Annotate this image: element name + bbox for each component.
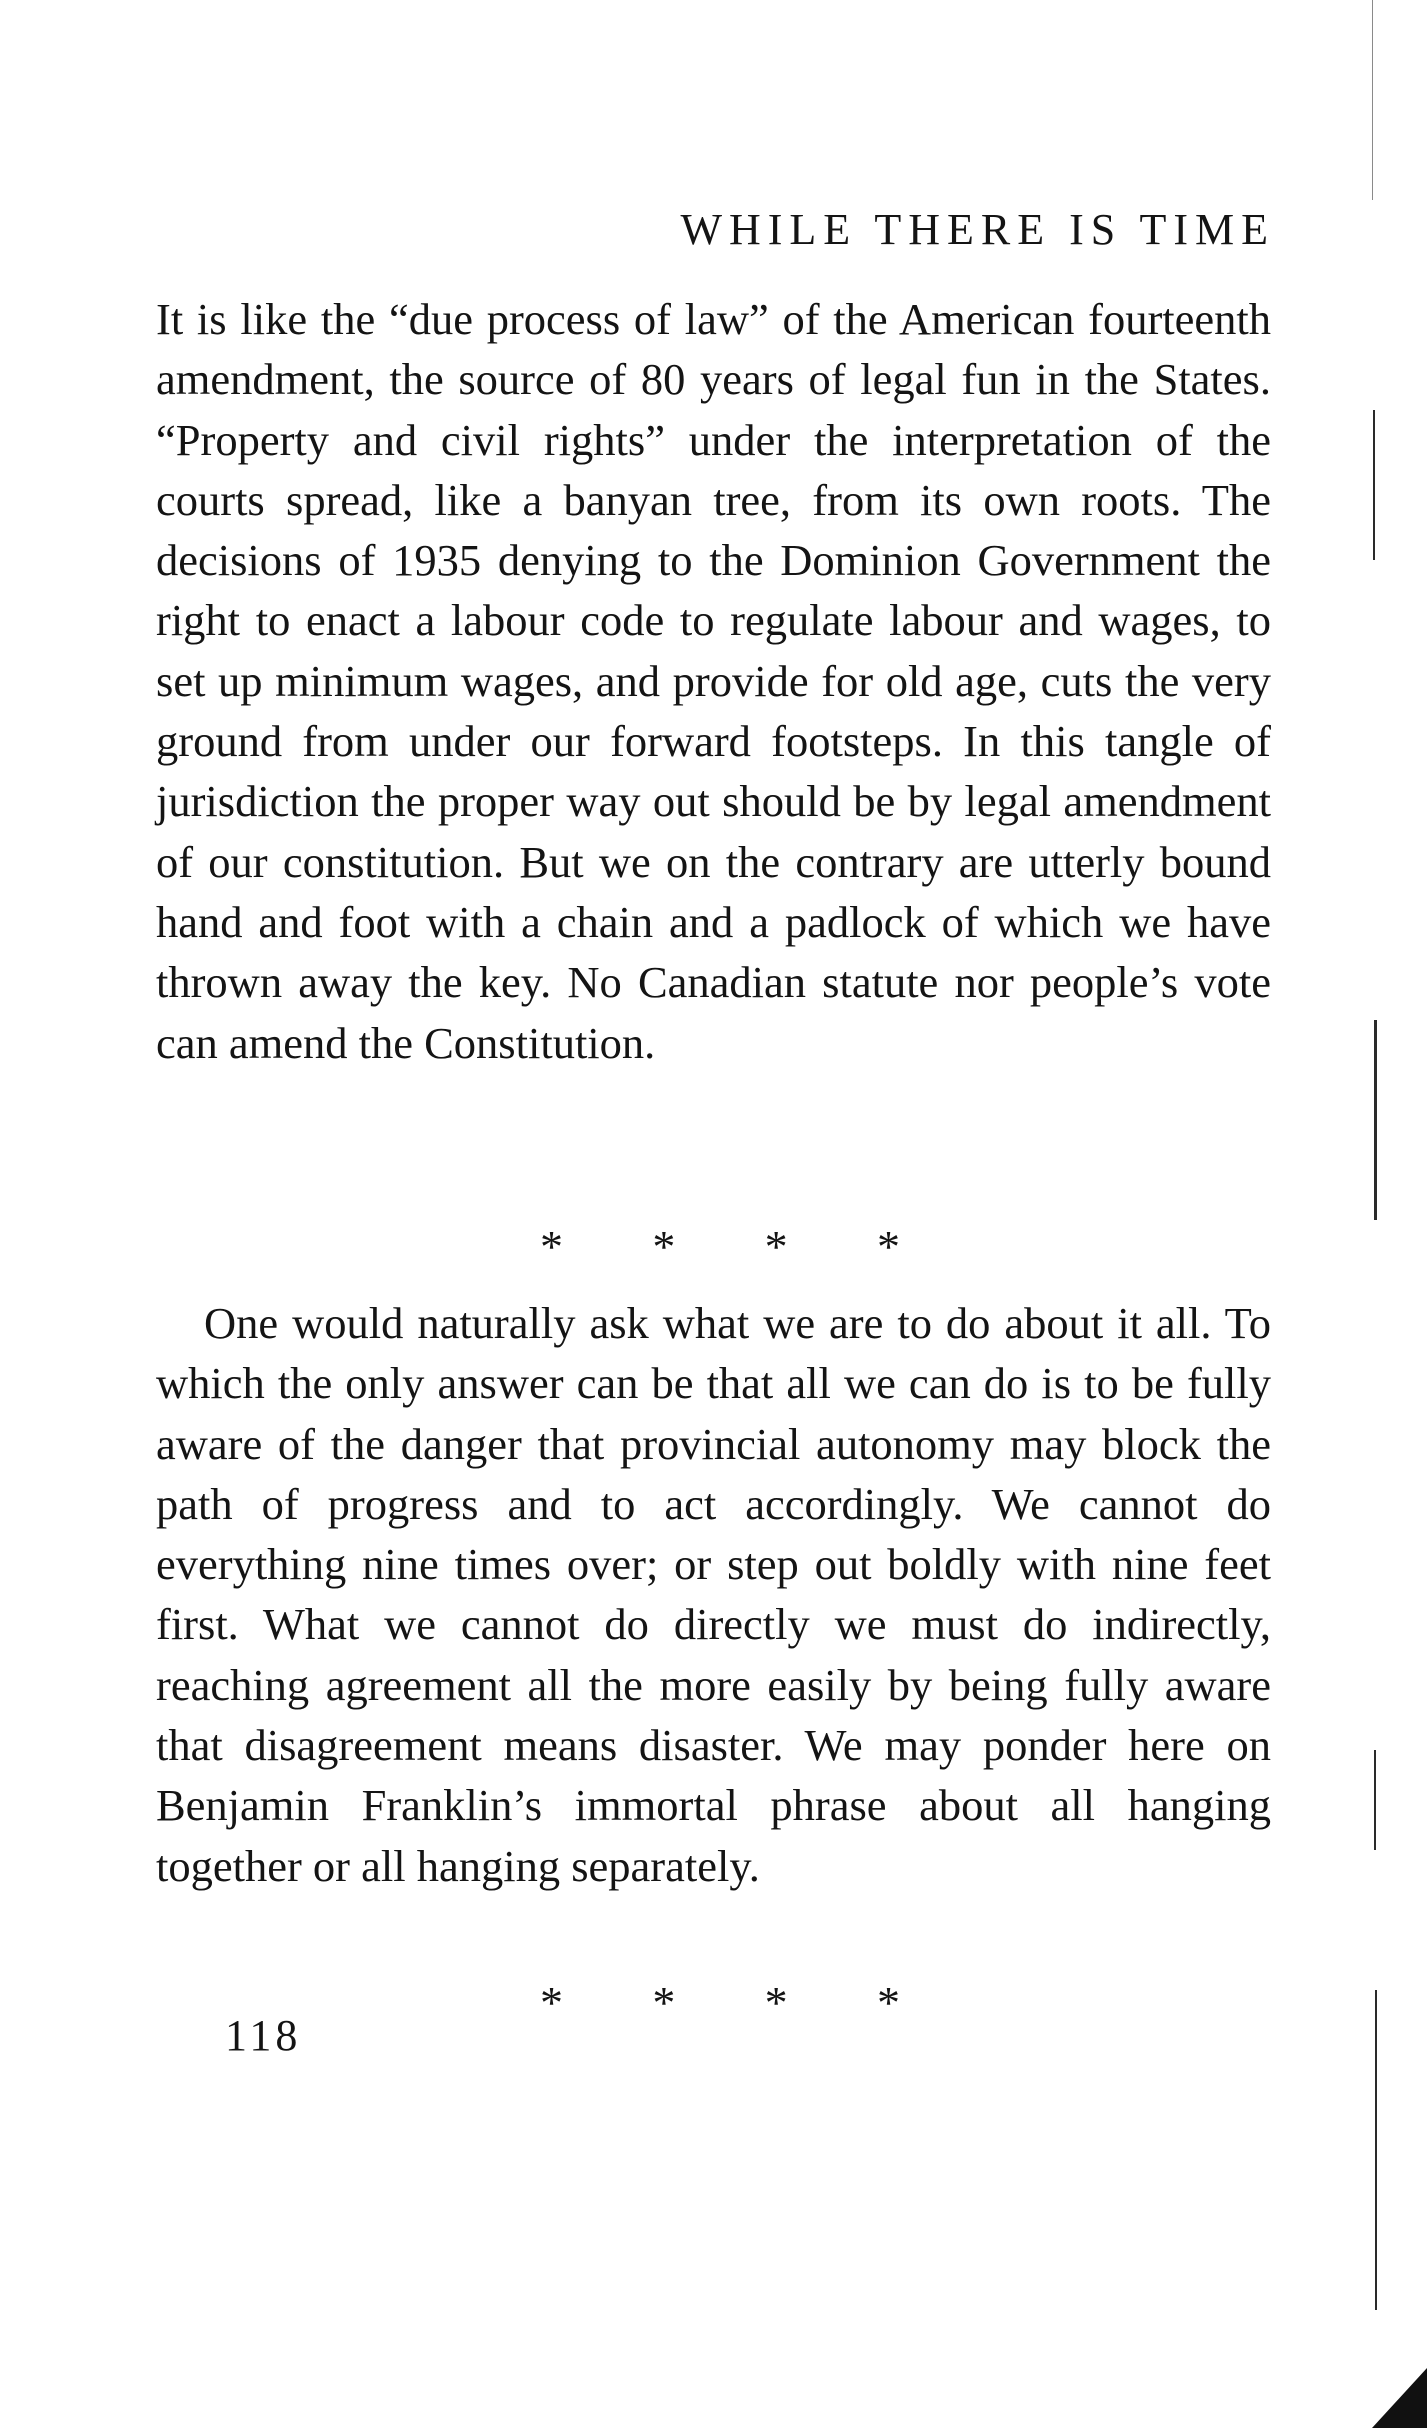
asterisk: * (652, 1221, 676, 1272)
page-number: 118 (225, 2011, 302, 2060)
asterisk: * (876, 1221, 900, 1272)
asterisk: * (876, 1977, 900, 2028)
paragraph-1: It is like the “due process of law” of the American fourteenth amendment, the source of 80 years of legal fun in the States. “Property and civil rights” under the interpretation of the courts spread, like a banyan tree, from its own roots. The decisions of 1935 denying to the Dominion Government the right to enact a labour code to regulate labour and wages, to set up minimum wages, and provide for old age, cuts the very ground from under our forward footsteps. In this tangle of jurisdiction the proper way out should be by legal amendment of our constitution. But we on the contrary are utterly bound hand and foot with a chain and a padlock of which we have thrown away the key. No Canadian statute nor people’s vote can amend the Constitution. (156, 294, 1271, 1068)
scan-edge-mark (1375, 1990, 1377, 2310)
asterisk: * (764, 1977, 788, 2028)
section-break-2 (540, 1978, 900, 2028)
section-break-1 (540, 1222, 900, 1272)
asterisk: * (540, 1221, 563, 1272)
scan-edge-mark (1374, 1750, 1376, 1850)
paragraph-2: One would naturally ask what we are to do about it all. To which the only answer can be that all we can do is to be fully aware of the danger that provincial autonomy may block the path of progress and to act accordingly. We cannot do everything nine times over; or step out boldly with nine feet first. What we cannot do directly we must do indirectly, reaching agreement all the more easily by being fully aware that disagreement means disaster. We may ponder here on Benjamin Franklin’s immortal phrase about all hanging together or all hanging separately. (156, 1298, 1271, 1891)
asterisk: * (652, 1977, 676, 2028)
asterisk: * (764, 1221, 788, 1272)
scan-edge-mark (1373, 410, 1375, 560)
scan-corner-shadow (1372, 2368, 1427, 2428)
asterisk: * (540, 1977, 563, 2028)
scan-edge-mark (1372, 0, 1373, 200)
scan-edge-mark (1374, 1020, 1377, 1220)
running-head: WHILE THERE IS TIME (680, 205, 1275, 254)
